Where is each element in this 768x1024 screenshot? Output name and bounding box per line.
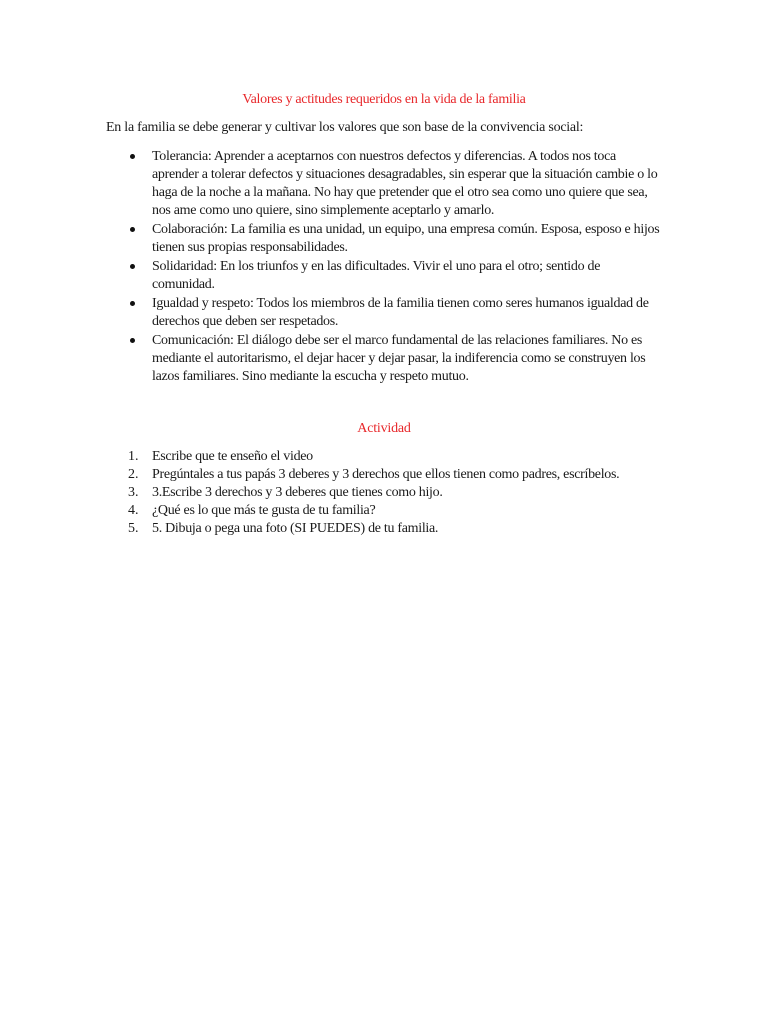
values-list	[0, 148, 662, 387]
list-item	[0, 295, 662, 331]
bullet-icon	[130, 154, 135, 159]
list-item	[0, 258, 662, 294]
bullet-icon	[130, 264, 135, 269]
list-item	[0, 221, 662, 257]
bullet-icon	[130, 301, 135, 306]
bullet-icon	[130, 227, 135, 232]
task-number: 2.	[128, 467, 139, 482]
task-text: 5. Dibuja o pega una foto (SI PUEDES) de tu familia.	[152, 521, 439, 536]
list-item	[0, 332, 662, 386]
task-number: 3.	[128, 485, 139, 500]
value-colaboracion: Colaboración: La familia es una unidad, un equipo, una empresa común. Esposa, esposo e hijos tienen sus propias responsabilidades.	[152, 222, 660, 255]
value-tolerancia: Tolerancia: Aprender a aceptarnos con nuestros defectos y diferencias. A todos nos toca aprender a tolerar defectos y situaciones desagradables, sin esperar que la situación cambie o lo haga de la noche a la mañana. No hay que pretender que el otro sea como uno quiere que sea, nos ame como uno quiere, sino simplemente aceptarlo y amarlo.	[152, 149, 658, 218]
value-solidaridad: Solidaridad: En los triunfos y en las dificultades. Vivir el uno para el otro; sentido de comunidad.	[152, 259, 601, 292]
task-number: 1.	[128, 449, 139, 464]
list-item	[0, 148, 662, 220]
task-text: ¿Qué es lo que más te gusta de tu familia?	[152, 503, 376, 518]
value-comunicacion: Comunicación: El diálogo debe ser el marco fundamental de las relaciones familiares. No es mediante el autoritarismo, el dejar hacer y dejar pasar, la indiferencia como se construyen los lazos familiares. Sino mediante la escucha y respeto mutuo.	[152, 333, 646, 384]
task-number: 5.	[128, 521, 139, 536]
task-number: 4.	[128, 503, 139, 518]
activity-heading: Actividad	[357, 421, 411, 436]
task-text: Escribe que te enseño el video	[152, 449, 313, 464]
bullet-icon	[130, 338, 135, 343]
value-igualdad-respeto: Igualdad y respeto: Todos los miembros de la familia tienen como seres humanos igualdad de derechos que deben ser respetados.	[152, 296, 649, 329]
task-text: Pregúntales a tus papás 3 deberes y 3 derechos que ellos tienen como padres, escríbelos.	[152, 467, 620, 482]
intro-paragraph: En la familia se debe generar y cultivar los valores que son base de la convivencia social:	[106, 120, 584, 135]
document-title: Valores y actitudes requeridos en la vida de la familia	[242, 92, 526, 107]
task-text: 3.Escribe 3 derechos y 3 deberes que tienes como hijo.	[152, 485, 443, 500]
